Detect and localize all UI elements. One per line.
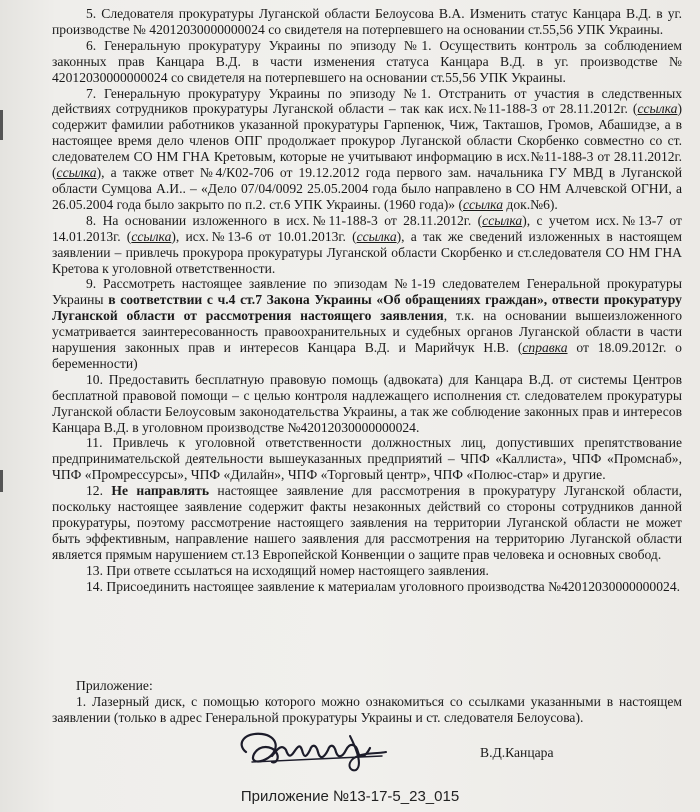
attachment-heading: Приложение: (76, 678, 153, 693)
emphasized-text: Не направлять (111, 483, 210, 499)
handwritten-signature (232, 722, 394, 774)
reference-link[interactable]: ссылка (56, 165, 97, 181)
reference-link[interactable]: ссылка (637, 101, 678, 117)
item-13: 13. При ответе ссылаться на исходящий номер настоящего заявления. (86, 562, 489, 578)
scan-edge-mark (0, 470, 3, 492)
item-10: 10. Предоставить бесплатную правовую помощь (адвоката) для Канцара В.Д. от системы Центров бесплатной правовой помощи – с целью контроля надлежащего исполнения ст. следователем прокуратуры Луганской области Белоусовым законодательства Украины, а так же соблюдение законных прав и интересов Канцара В.Д. в уголовном производстве №42012030000000024. (52, 371, 682, 435)
item-8: 8. На основании изложенного в исх.№11-188-3 от 28.11.2012г. (ссылка), с учетом исх.№13-7 от 14.01.2013г. (ссылка), исх.№13-6 от 10.01.2013г. (ссылка), а так же сведений изложенных в настоящем заявлении – привлечь прокурора прокуратуры Луганской области Скорбенко и ст.следователя СО НМ ГНА Кретова к уголовной ответственности. (52, 212, 682, 276)
item-9: 9. Рассмотреть настоящее заявление по эпизодам №1-19 следователем Генеральной прокуратуры Украины в соответствии с ч.4 ст.7 Закона Украины «Об обращениях граждан», отвести прокуратуру Луганской области от рассмотрения настоящего заявления, т.к. на основании вышеизложенного усматривается заинтересованность правоохранительных и судебных органов Луганской области в части нарушения законных прав и интересов Канцара В.Д. и Марийчук Н.В. (справка от 18.09.2012г. о беременности) (52, 276, 682, 371)
reference-link[interactable]: ссылка (462, 196, 504, 212)
scan-edge-mark (0, 110, 3, 140)
item-7: 7. Генеральную прокуратуру Украины по эпизоду №1. Отстранить от участия в следственных действиях сотрудников прокуратуры Луганской области – так как исх.№11-188-3 от 28.11.2012г. (ссылка) содержит фамилии работников указанной прокуратуры Гарпенюк, Чиж, Такташов, Громов, Абашидзе, а в настоящее время дело членов ОПГ продолжает прокурор Луганской области Скорбенко совместно со ст. следователем СО НМ ГНА Кретовым, которые не учитывают информацию в исх.№11-188-3 от 28.11.2012г. (ссылка), а также ответ №4/К02-706 от 19.12.2012 года первого зам. начальника ГУ МВД в Луганской области Сумцова А.И.. – «Дело 07/04/0092 25.05.2004 года было направлено в СО НМ Алчевской ОГНИ, а 26.05.2004 года было закрыто по п.2. ст.6 УПК Украины. (1960 года)» (ссылка док.№6). (52, 85, 682, 212)
item-14: 14. Присоединить настоящее заявление к материалам уголовного производства №42012030000000024. (86, 578, 681, 594)
reference-link[interactable]: ссылка (131, 228, 172, 244)
item-6: 6. Генеральную прокуратуру Украины по эпизоду №1. Осуществить контроль за соблюдением законных прав Канцара В.Д. в части изменения статуса Канцара В.Д. в уг. производстве № 42012030000000024 со свидетеля на потерпевшего на основании ст.55,56 УПК Украины. (52, 37, 682, 85)
item-11: 11. Привлечь к уголовной ответственности должностных лиц, допустивших препятствование предпринимательской деятельности вышеуказанных предприятий – ЧПФ «Каллиста», ЧПФ «Промснаб», ЧПФ «Промрессурсы», ЧПФ «Дилайн», ЧПФ «Торговый центр», ЧПФ «Полюс-стар» и другие. (52, 435, 682, 483)
emphasized-text: в соответствии с ч.4 ст.7 Закона Украины «Об обращениях граждан», отвести прокуратуру Луганской области от рассмотрения настоящего заявления (52, 292, 682, 324)
request-items (52, 6, 682, 595)
signer-name: В.Д.Канцара (480, 745, 554, 760)
reference-link[interactable]: ссылка (482, 212, 523, 228)
reference-link[interactable]: справка (522, 340, 568, 356)
item-12: 12. Не направлять настоящее заявление для рассмотрения в прокуратуру Луганской области, поскольку настоящее заявление содержит факты незаконных действий со стороны сотрудников данной прокуратуры, поэтому рассмотрение настоящего заявления на территории Луганской области не может быть эффективным, направление нашего заявления для рассмотрения на территорию Луганской области является прямым нарушением ст.13 Европейской Конвенции о защите прав человека и основных свобод. (52, 483, 683, 562)
attachment-caption: Приложение №13-17-5_23_015 (240, 788, 460, 805)
item-5: 5. Следователя прокуратуры Луганской области Белоусова В.А. Изменить статус Канцара В.Д. в уг. производстве № 42012030000000024 со свидетеля на потерпевшего на основании ст.55,56 УПК Украины. (52, 6, 682, 37)
attachment-item: 1. Лазерный диск, с помощью которого можно ознакомиться со ссылками указанными в настоящем заявлении (только в адрес Генеральной прокуратуры Украины и ст. следователя Белоусова). (52, 694, 682, 725)
reference-link[interactable]: ссылка (356, 228, 397, 244)
